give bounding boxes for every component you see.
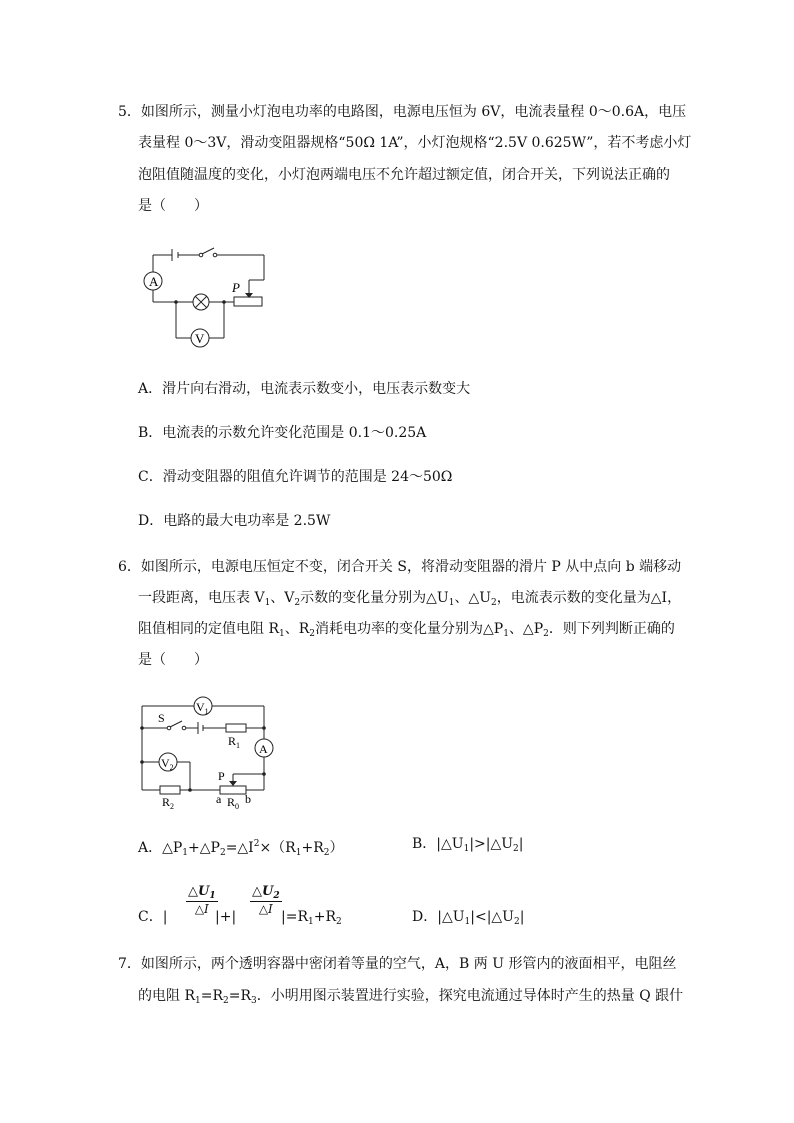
q6-circuit-diagram	[135, 690, 280, 810]
q6-option-c-suffix: $|=R_1+R_2$	[281, 909, 342, 927]
q5-option-a: A．滑片向右滑动，电流表示数变小，电压表示数变大	[138, 381, 471, 397]
slider-label: P	[218, 769, 225, 783]
r0-label: $R_0$	[227, 795, 240, 810]
q5-line-2: 表量程 0～3V，滑动变阻器规格“50Ω 1A”，小灯泡规格“2.5V 0.625W”，若不考虑小灯	[138, 135, 692, 151]
v1-label: $V_1$	[196, 700, 209, 716]
v2-label: $V_2$	[161, 756, 174, 772]
q5-option-c: C．滑动变阻器的阻值允许调节的范围是 24～50Ω	[138, 469, 453, 485]
q6-option-c-mid: |+|	[215, 909, 237, 925]
q6-option-c-fraction-1: $\frac{\triangle U_1}{\triangle I}$	[188, 884, 216, 916]
q5-option-d: D．电路的最大电功率是 2.5W	[138, 513, 331, 529]
q5-circuit-diagram	[130, 230, 280, 355]
r1-label: $R_1$	[228, 734, 241, 750]
slider-label: P	[232, 280, 240, 295]
q5-line-1: 5．如图所示，测量小灯泡电功率的电路图，电源电压恒为 6V，电流表量程 0～0.6A，电压	[118, 104, 687, 120]
voltmeter-label: V	[195, 331, 205, 346]
end-a-label: a	[216, 792, 222, 806]
q6-line-4: 是（ ）	[138, 652, 208, 668]
q6-option-d: D．$|\triangle U_1|<|\triangle U_2|$	[412, 909, 525, 927]
q6-line-1: 6．如图所示，电源电压恒定不变，闭合开关 S，将滑动变阻器的滑片 P 从中点向 b 端移动	[118, 559, 682, 575]
q6-line-2: 一段距离，电压表 $V_1$、$V_2$示数的变化量分别为$\triangle U_1$、$\triangle U_2$，电流表示数的变化量为△I，	[138, 590, 682, 608]
q7-line-2: 的电阻 $R_1=R_2=R_3$．小明用图示装置进行实验，探究电流通过导体时产生的热量 Q 跟什	[138, 988, 684, 1006]
switch-label: S	[158, 711, 165, 725]
q6-option-c-prefix: C．|	[138, 909, 168, 925]
r2-label: $R_2$	[162, 795, 175, 810]
q6-option-b: B．$|\triangle U_1|>|\triangle U_2|$	[412, 836, 524, 854]
q6-line-3: 阻值相同的定值电阻 $R_1$、$R_2$消耗电功率的变化量分别为$\triangle P_1$、$\triangle P_2$．则下列判断正确的	[138, 621, 675, 639]
ammeter-label: A	[149, 274, 159, 289]
q7-line-1: 7．如图所示，两个透明容器中密闭着等量的空气，A，B 两 U 形管内的液面相平，电阻丝	[118, 956, 677, 972]
q5-option-b: B．电流表的示数允许变化范围是 0.1～0.25A	[138, 425, 427, 441]
q5-line-3: 泡阻值随温度的变化，小灯泡两端电压不允许超过额定值，闭合开关，下列说法正确的	[138, 167, 670, 183]
ammeter-label: A	[259, 742, 268, 756]
q5-line-4: 是（ ）	[138, 198, 208, 214]
q6-option-c-fraction-2: $\frac{\triangle U_2}{\triangle I}$	[252, 884, 280, 916]
q6-option-a: A．$\triangle P_1+\triangle P_2=\triangle I^2\times(R_1+R_2)$	[138, 839, 344, 858]
end-b-label: b	[245, 792, 251, 806]
